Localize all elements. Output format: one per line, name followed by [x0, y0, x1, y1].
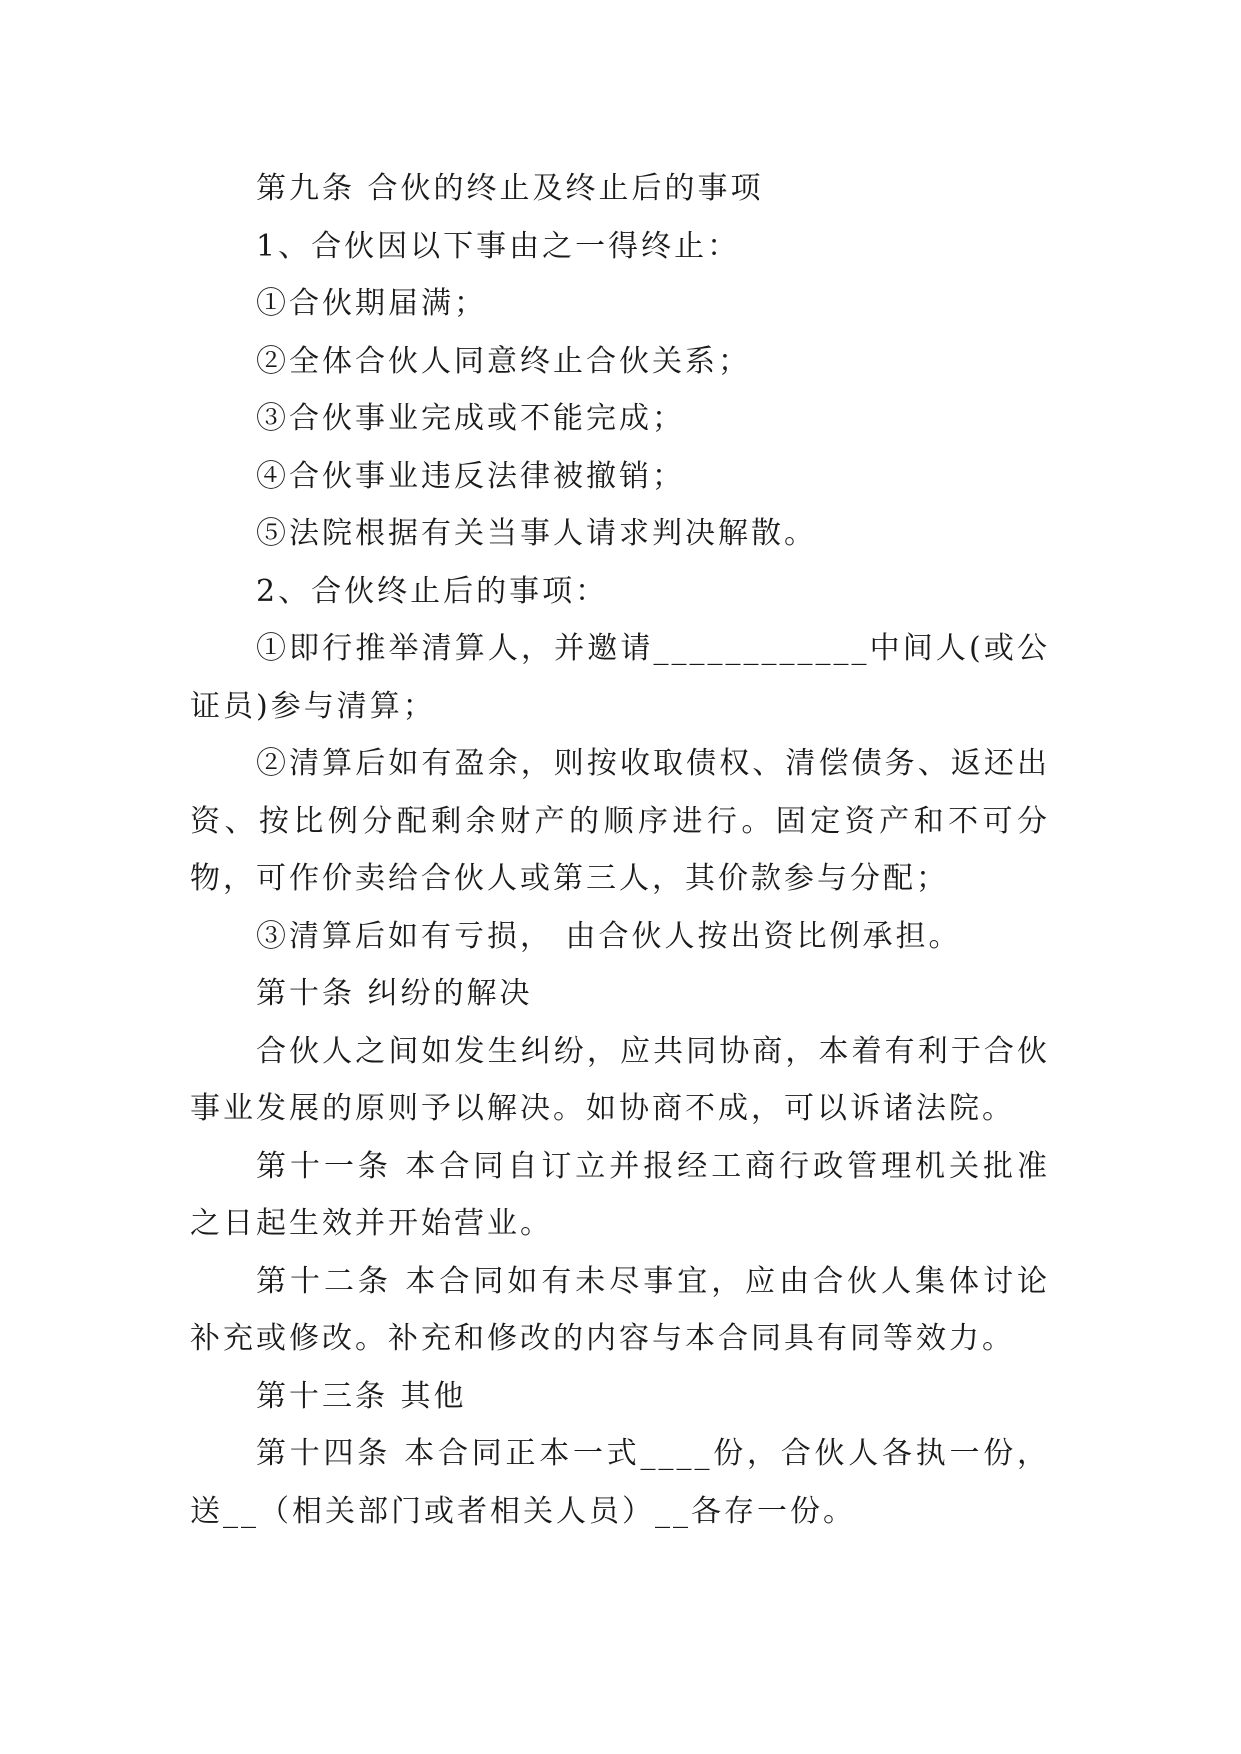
article-14: 第十四条 本合同正本一式____份，合伙人各执一份，送__（相关部门或者相关人员）__各存一份。 — [190, 1436, 1050, 1529]
termination-cause-2: ②全体合伙人同意终止合伙关系； — [256, 343, 751, 379]
article-12: 第十二条 本合同如有未尽事宜，应由合伙人集体讨论补充或修改。补充和修改的内容与本合同具有同等效力。 — [190, 1263, 1050, 1356]
article-10-body: 合伙人之间如发生纠纷，应共同协商，本着有利于合伙事业发展的原则予以解决。如协商不成，可以诉诸法院。 — [190, 1033, 1050, 1126]
document-body — [190, 160, 1050, 1540]
post-termination-item-2: ②清算后如有盈余，则按收取债权、清偿债务、返还出资、按比例分配剩余财产的顺序进行。固定资产和不可分物，可作价卖给合伙人或第三人，其价款参与分配； — [190, 746, 1050, 896]
article-10-heading: 第十条 纠纷的解决 — [256, 976, 533, 1011]
article-13: 第十三条 其他 — [256, 1378, 467, 1414]
termination-causes-intro: 1、合伙因以下事由之一得终止： — [256, 228, 741, 264]
termination-cause-3: ③合伙事业完成或不能完成； — [256, 401, 685, 436]
post-termination-item-3: ③清算后如有亏损， 由合伙人按出资比例承担。 — [256, 918, 962, 954]
post-termination-item-1: ①即行推举清算人，并邀请____________中间人(或公证员)参与清算； — [190, 631, 1050, 724]
article-11: 第十一条 本合同自订立并报经工商行政管理机关批准之日起生效并开始营业。 — [190, 1148, 1050, 1241]
termination-cause-5: ⑤法院根据有关当事人请求判决解散。 — [256, 516, 817, 551]
termination-cause-1: ①合伙期届满； — [256, 286, 487, 321]
article-9-heading: 第九条 合伙的终止及终止后的事项 — [256, 171, 764, 206]
termination-cause-4: ④合伙事业违反法律被撤销； — [256, 458, 685, 494]
post-termination-intro: 2、合伙终止后的事项： — [256, 573, 609, 609]
